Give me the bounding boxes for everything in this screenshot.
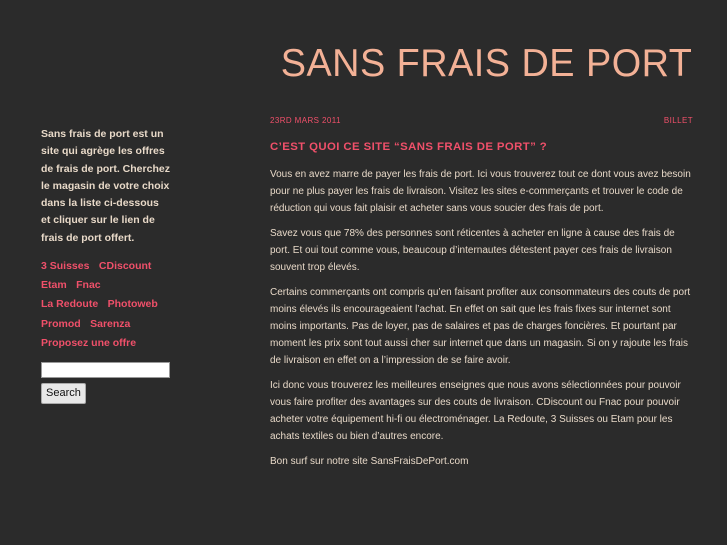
link-fnac[interactable]: Fnac xyxy=(76,279,101,292)
link-la-redoute[interactable]: La Redoute xyxy=(41,298,99,311)
sidebar-intro: Sans frais de port est un site qui agrège les offres de frais de port. Cherchez le magasin de votre choix dans la liste ci-dessous et cliquer sur le lien de frais de port offert. xyxy=(41,128,170,244)
main-content xyxy=(270,116,693,478)
link-proposez-une-offre[interactable]: Proposez une offre xyxy=(41,336,137,349)
post-paragraph: Ici donc vous trouverez les meilleures enseignes que nous avons sélectionnées pour pouvoir vous faire profiter des avantages sur des couts de livraison. CDiscount ou Fnac pour pouvoir acheter votre équipement hi-fi ou électroménager. La Redoute, 3 Suisses ou Etam pour les achats textiles ou bien d’autres encore. xyxy=(270,380,681,442)
search-button[interactable]: Search xyxy=(41,383,86,404)
post-paragraph: Bon surf sur notre site SansFraisDePort.com xyxy=(270,456,469,467)
sidebar xyxy=(41,126,171,404)
post-category[interactable]: BILLET xyxy=(663,116,693,125)
link-promod[interactable]: Promod xyxy=(41,317,81,330)
post-title[interactable]: C’EST QUOI CE SITE “SANS FRAIS DE PORT” ? xyxy=(270,141,548,153)
post-paragraph: Certains commerçants ont compris qu’en faisant profiter aux consommateurs des couts de port moins élevés ils encourageaient l’achat. En effet on sait que les frais fixes sur internet sont moins importants. Pas de loyer, pas de salaires et pas de charges foncières. Et pourtant par moment les prix sont tout aussi cher sur internet que dans un magasin. Si on y rajoute les frais de livraison en effet on a l’impression de se faire avoir. xyxy=(270,287,691,366)
link-cdiscount[interactable]: CDiscount xyxy=(98,260,152,273)
link-3-suisses[interactable]: 3 Suisses xyxy=(41,260,90,273)
search-input[interactable] xyxy=(41,362,170,378)
site-title[interactable]: SANS FRAIS DE PORT xyxy=(280,42,692,85)
shop-links xyxy=(41,256,171,352)
post-body xyxy=(270,166,693,470)
post-date: 23RD MARS 2011 xyxy=(270,116,341,125)
link-photoweb[interactable]: Photoweb xyxy=(107,298,158,311)
link-sarenza[interactable]: Sarenza xyxy=(90,317,131,330)
post-paragraph: Savez vous que 78% des personnes sont réticentes à acheter en ligne à cause des frais de port. Et oui tout comme vous, beaucoup d’internautes détestent payer ces frais de livraison souvent trop élevés. xyxy=(270,228,675,273)
post-meta xyxy=(270,116,693,125)
link-etam[interactable]: Etam xyxy=(41,279,67,292)
post-paragraph: Vous en avez marre de payer les frais de port. Ici vous trouverez tout ce dont vous avez besoin pour ne plus payer les frais de livraison. Visitez les sites e-commerçants et trouver le code de réduction qui vous fait plaisir et acheter sans vous soucier des frais de port. xyxy=(270,169,691,214)
